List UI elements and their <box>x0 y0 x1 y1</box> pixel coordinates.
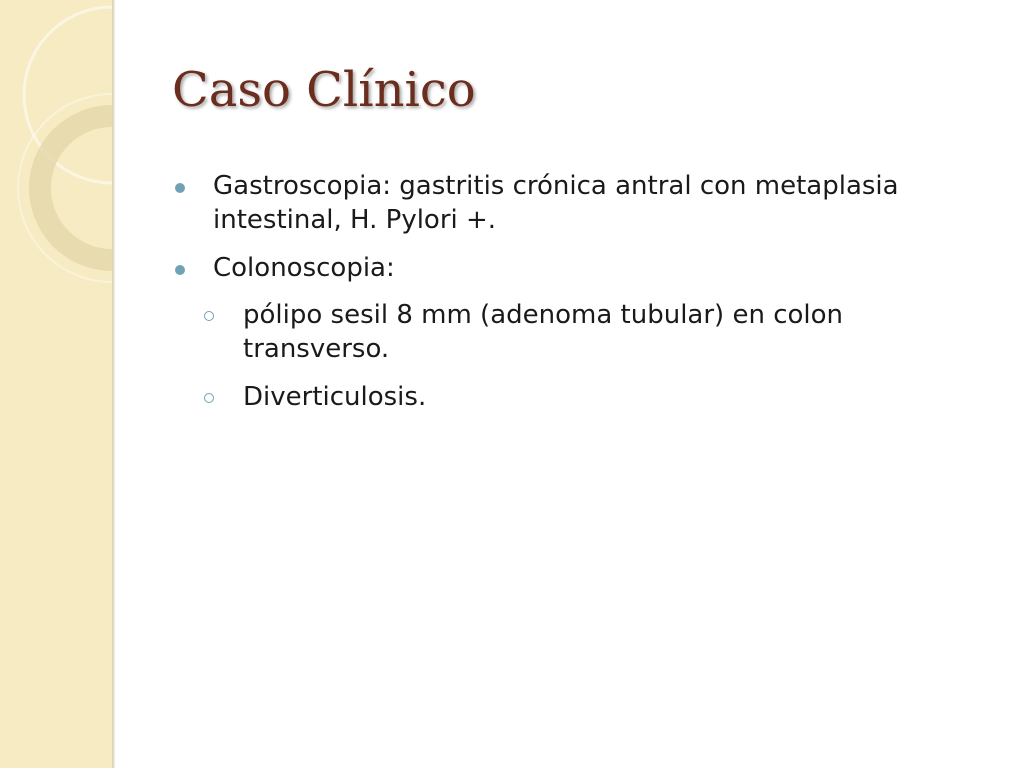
bullet-ring-icon <box>204 311 214 321</box>
slide-title: Caso Clínico <box>172 62 476 118</box>
list-item <box>170 170 970 238</box>
sub-list-item <box>200 299 970 367</box>
bullet-dot-icon <box>175 265 185 275</box>
sub-list-item <box>200 381 970 415</box>
sub-list-item-text: pólipo sesil 8 mm (adenoma tubular) en colon transverso. <box>243 300 844 365</box>
decorative-side-band <box>0 0 112 768</box>
bullet-dot-icon <box>175 183 185 193</box>
bullet-ring-icon <box>204 393 214 403</box>
decorative-circles-icon <box>0 0 112 768</box>
sub-list-item-text: Diverticulosis. <box>243 381 427 412</box>
band-divider <box>112 0 115 768</box>
list-item-text: Gastroscopia: gastritis crónica antral con metaplasia intestinal, H. Pylori +. <box>213 171 899 235</box>
bullet-list <box>170 170 970 429</box>
list-item <box>170 252 970 286</box>
list-item-text: Colonoscopia: <box>213 252 395 283</box>
